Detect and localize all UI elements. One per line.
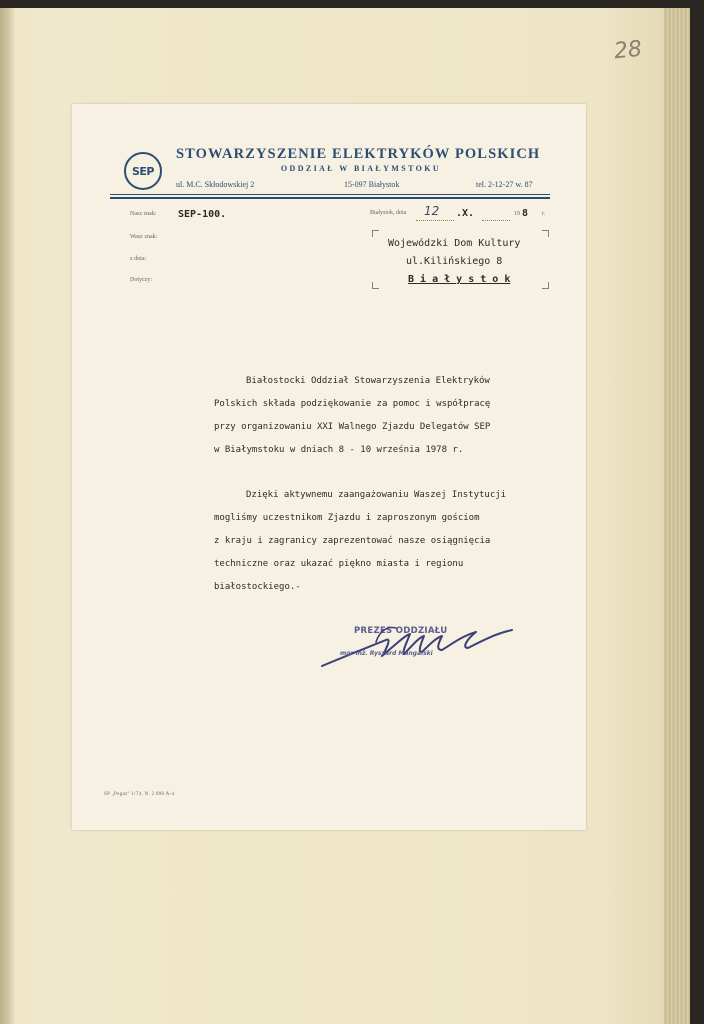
print-footer: SP „Pegaz" 1/74, N. 2 000 A-4 [104,792,175,797]
date-month: .X. [456,208,475,219]
paragraph-2-line: Dzięki aktywnemu zaangażowaniu Waszej Instytucji [246,490,507,500]
paragraph-2-line: białostockiego.- [214,582,301,592]
address-corner-br [542,282,549,289]
archive-page-number: 28 [612,36,644,65]
your-ref-label: Wasz znak: [130,234,158,240]
recipient-city: B i a ł y s t o k [408,274,511,285]
date-year: 8 [522,208,529,219]
archive-book-page [0,8,690,1024]
recipient-line1: Wojewódzki Dom Kultury [388,238,521,249]
date-month-dotline [482,220,510,221]
sep-logo-icon: SEP [124,152,162,190]
letterhead-phone: tel. 2-12-27 w. 87 [476,180,533,189]
stamp-title: PREZES ODDZIAŁU [354,626,448,636]
our-ref-value: SEP-100. [178,209,227,220]
paragraph-2-line: techniczne oraz ukazać piękno miasta i regionu [214,559,464,569]
stamp-name: mgr inż. Ryszard Mangalski [340,650,433,657]
date-prefix: Białystok, dnia [370,210,407,216]
paragraph-1-line: Polskich składa podziękowanie za pomoc i współpracę [214,399,491,409]
letter-sheet [72,104,586,830]
date-suffix: r. [542,211,546,217]
recipient-line2: ul.Kilińskiego 8 [406,256,503,267]
paragraph-2-line: mogliśmy uczestnikom Zjazdu i zaproszonym gościom [214,513,480,523]
letterhead-street: ul. M.C. Skłodowskiej 2 [176,180,255,189]
letterhead-city: 15-097 Białystok [344,180,400,189]
paragraph-2-line: z kraju i zagranicy zaprezentować nasze osiągnięcia [214,536,491,546]
handwritten-signature [316,620,516,670]
date-from-label: z dnia: [130,256,147,262]
date-day: 12 [424,204,440,218]
date-year-prefix: 19 [514,211,520,217]
address-corner-tl [372,230,379,237]
date-day-dotline [416,220,454,221]
organization-name: STOWARZYSZENIE ELEKTRYKÓW POLSKICH [176,146,541,162]
paragraph-1-line: przy organizowaniu XXI Walnego Zjazdu Delegatów SEP [214,422,491,432]
book-spine-shadow [0,8,16,1024]
paragraph-1-line: w Białymstoku w dniach 8 - 10 września 1978 r. [214,445,464,455]
paragraph-1 [214,370,490,462]
paragraph-2 [214,484,506,599]
address-corner-tr [542,230,549,237]
organization-branch: ODDZIAŁ W BIAŁYMSTOKU [280,164,442,173]
address-corner-bl [372,282,379,289]
letterhead-rule-bottom [110,197,550,199]
letterhead-rule-top [110,194,550,195]
book-page-edges [664,8,690,1024]
our-ref-label: Nasz znak: [130,211,157,217]
paragraph-1-line: Białostocki Oddział Stowarzyszenia Elektryków [246,376,490,386]
attn-label: Dotyczy: [130,277,152,283]
